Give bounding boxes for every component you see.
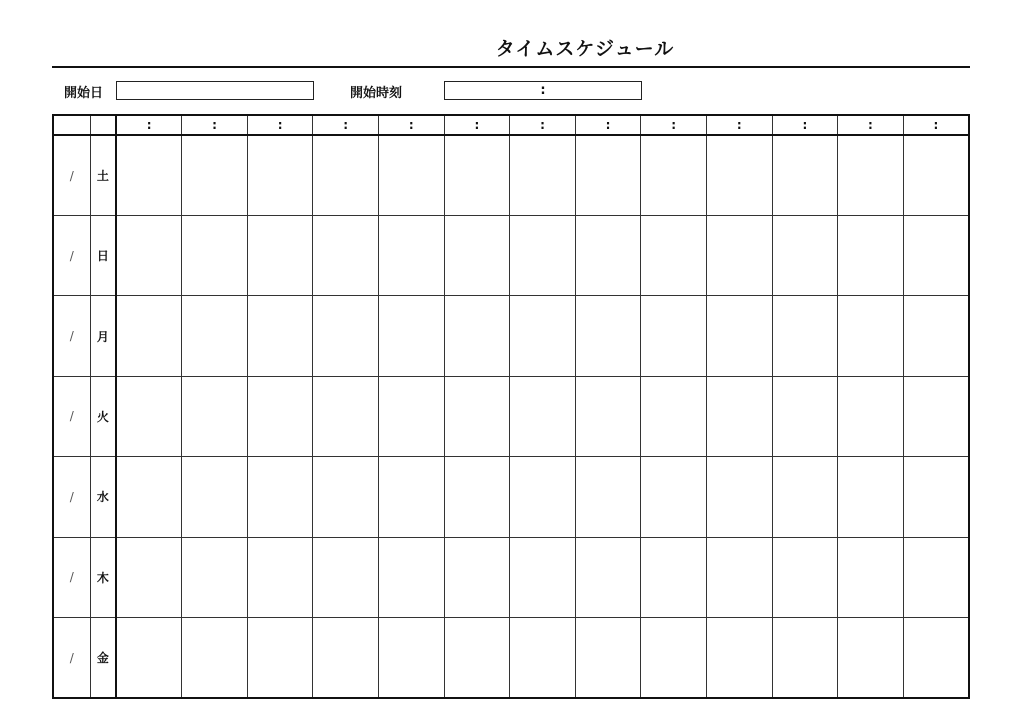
schedule-row — [53, 135, 969, 215]
schedule-cell[interactable] — [379, 376, 445, 456]
schedule-cell[interactable] — [575, 296, 641, 376]
schedule-cell[interactable] — [706, 376, 772, 456]
schedule-cell[interactable] — [575, 457, 641, 537]
time-slot-header[interactable]: : — [247, 115, 313, 135]
start-date-field[interactable] — [116, 81, 314, 100]
schedule-cell[interactable] — [182, 457, 248, 537]
schedule-cell[interactable] — [444, 215, 510, 295]
schedule-cell[interactable] — [379, 296, 445, 376]
schedule-row — [53, 296, 969, 376]
schedule-cell[interactable] — [247, 376, 313, 456]
date-cell[interactable]: / — [53, 457, 90, 537]
schedule-cell[interactable] — [575, 376, 641, 456]
schedule-cell[interactable] — [313, 618, 379, 699]
schedule-cell[interactable] — [116, 618, 182, 699]
schedule-cell[interactable] — [313, 457, 379, 537]
schedule-cell[interactable] — [116, 215, 182, 295]
schedule-cell[interactable] — [641, 618, 707, 699]
date-header-cell — [53, 115, 90, 135]
schedule-cell[interactable] — [838, 215, 904, 295]
schedule-cell[interactable] — [641, 135, 707, 215]
schedule-cell[interactable] — [444, 376, 510, 456]
schedule-cell[interactable] — [444, 457, 510, 537]
title-underline — [52, 66, 970, 68]
schedule-cell[interactable] — [903, 457, 969, 537]
schedule-row — [53, 376, 969, 456]
schedule-cell[interactable] — [706, 296, 772, 376]
schedule-cell[interactable] — [444, 618, 510, 699]
time-slot-header[interactable]: : — [641, 115, 707, 135]
schedule-cell[interactable] — [379, 135, 445, 215]
schedule-cell[interactable] — [641, 376, 707, 456]
schedule-cell[interactable] — [838, 376, 904, 456]
schedule-cell[interactable] — [772, 215, 838, 295]
schedule-cell[interactable] — [838, 296, 904, 376]
schedule-cell[interactable] — [575, 135, 641, 215]
date-cell[interactable]: / — [53, 215, 90, 295]
schedule-cell[interactable] — [510, 537, 576, 617]
schedule-cell[interactable] — [641, 296, 707, 376]
start-time-field[interactable]: : — [444, 81, 642, 100]
schedule-cell[interactable] — [706, 457, 772, 537]
date-cell[interactable]: / — [53, 135, 90, 215]
schedule-cell[interactable] — [706, 135, 772, 215]
schedule-cell[interactable] — [182, 135, 248, 215]
schedule-cell[interactable] — [116, 296, 182, 376]
time-slot-header[interactable]: : — [575, 115, 641, 135]
schedule-cell[interactable] — [379, 537, 445, 617]
schedule-cell[interactable] — [838, 618, 904, 699]
schedule-cell[interactable] — [903, 215, 969, 295]
day-header-cell — [90, 115, 116, 135]
schedule-cell[interactable] — [903, 376, 969, 456]
schedule-cell[interactable] — [379, 457, 445, 537]
date-cell[interactable]: / — [53, 537, 90, 617]
schedule-cell[interactable] — [313, 376, 379, 456]
schedule-cell[interactable] — [313, 215, 379, 295]
schedule-cell[interactable] — [838, 537, 904, 617]
schedule-cell[interactable] — [903, 296, 969, 376]
schedule-cell[interactable] — [247, 296, 313, 376]
time-slot-header[interactable]: : — [772, 115, 838, 135]
weekday-cell: 木 — [90, 537, 116, 617]
time-slot-header[interactable]: : — [116, 115, 182, 135]
schedule-cell[interactable] — [247, 618, 313, 699]
schedule-cell[interactable] — [313, 296, 379, 376]
page-title: タイムスケジュール — [495, 38, 675, 60]
schedule-cell[interactable] — [182, 537, 248, 617]
schedule-cell[interactable] — [510, 215, 576, 295]
schedule-cell[interactable] — [247, 537, 313, 617]
schedule-row — [53, 457, 969, 537]
weekday-cell: 日 — [90, 215, 116, 295]
schedule-cell[interactable] — [903, 618, 969, 699]
time-slot-header[interactable]: : — [182, 115, 248, 135]
schedule-cell[interactable] — [903, 135, 969, 215]
schedule-cell[interactable] — [772, 618, 838, 699]
schedule-cell[interactable] — [116, 135, 182, 215]
date-cell[interactable]: / — [53, 296, 90, 376]
schedule-table — [52, 114, 970, 699]
schedule-cell[interactable] — [838, 135, 904, 215]
weekday-cell: 金 — [90, 618, 116, 699]
schedule-row — [53, 537, 969, 617]
schedule-cell[interactable] — [510, 296, 576, 376]
start-time-label: 開始時刻 — [350, 86, 403, 101]
time-header-row — [53, 115, 969, 135]
time-slot-header[interactable]: : — [379, 115, 445, 135]
schedule-cell[interactable] — [182, 376, 248, 456]
schedule-cell[interactable] — [444, 135, 510, 215]
schedule-cell[interactable] — [641, 457, 707, 537]
time-slot-header[interactable]: : — [706, 115, 772, 135]
schedule-cell[interactable] — [247, 457, 313, 537]
schedule-cell[interactable] — [247, 215, 313, 295]
time-slot-header[interactable]: : — [444, 115, 510, 135]
schedule-cell[interactable] — [575, 537, 641, 617]
schedule-cell[interactable] — [182, 618, 248, 699]
schedule-cell[interactable] — [182, 296, 248, 376]
schedule-cell[interactable] — [116, 376, 182, 456]
weekday-cell: 土 — [90, 135, 116, 215]
schedule-cell[interactable] — [116, 537, 182, 617]
schedule-cell[interactable] — [772, 296, 838, 376]
date-cell[interactable]: / — [53, 376, 90, 456]
schedule-cell[interactable] — [379, 618, 445, 699]
schedule-cell[interactable] — [903, 537, 969, 617]
schedule-cell[interactable] — [706, 215, 772, 295]
schedule-cell[interactable] — [313, 537, 379, 617]
schedule-cell[interactable] — [706, 537, 772, 617]
schedule-cell[interactable] — [247, 135, 313, 215]
start-date-label: 開始日 — [64, 86, 104, 101]
time-slot-header[interactable]: : — [313, 115, 379, 135]
weekday-cell: 火 — [90, 376, 116, 456]
date-cell[interactable]: / — [53, 618, 90, 699]
time-slot-header[interactable]: : — [903, 115, 969, 135]
schedule-cell[interactable] — [772, 537, 838, 617]
schedule-cell[interactable] — [772, 457, 838, 537]
schedule-cell[interactable] — [575, 618, 641, 699]
schedule-cell[interactable] — [838, 457, 904, 537]
time-slot-header[interactable]: : — [838, 115, 904, 135]
schedule-cell[interactable] — [510, 376, 576, 456]
weekday-cell: 水 — [90, 457, 116, 537]
schedule-cell[interactable] — [575, 215, 641, 295]
schedule-cell[interactable] — [444, 296, 510, 376]
schedule-cell[interactable] — [706, 618, 772, 699]
schedule-cell[interactable] — [772, 135, 838, 215]
schedule-cell[interactable] — [510, 618, 576, 699]
schedule-cell[interactable] — [182, 215, 248, 295]
schedule-cell[interactable] — [313, 135, 379, 215]
weekday-cell: 月 — [90, 296, 116, 376]
schedule-row — [53, 215, 969, 295]
schedule-cell[interactable] — [444, 537, 510, 617]
schedule-cell[interactable] — [641, 537, 707, 617]
time-slot-header[interactable]: : — [510, 115, 576, 135]
schedule-cell[interactable] — [772, 376, 838, 456]
schedule-cell[interactable] — [510, 135, 576, 215]
schedule-row — [53, 618, 969, 699]
schedule-cell[interactable] — [510, 457, 576, 537]
schedule-cell[interactable] — [379, 215, 445, 295]
schedule-cell[interactable] — [641, 215, 707, 295]
schedule-cell[interactable] — [116, 457, 182, 537]
